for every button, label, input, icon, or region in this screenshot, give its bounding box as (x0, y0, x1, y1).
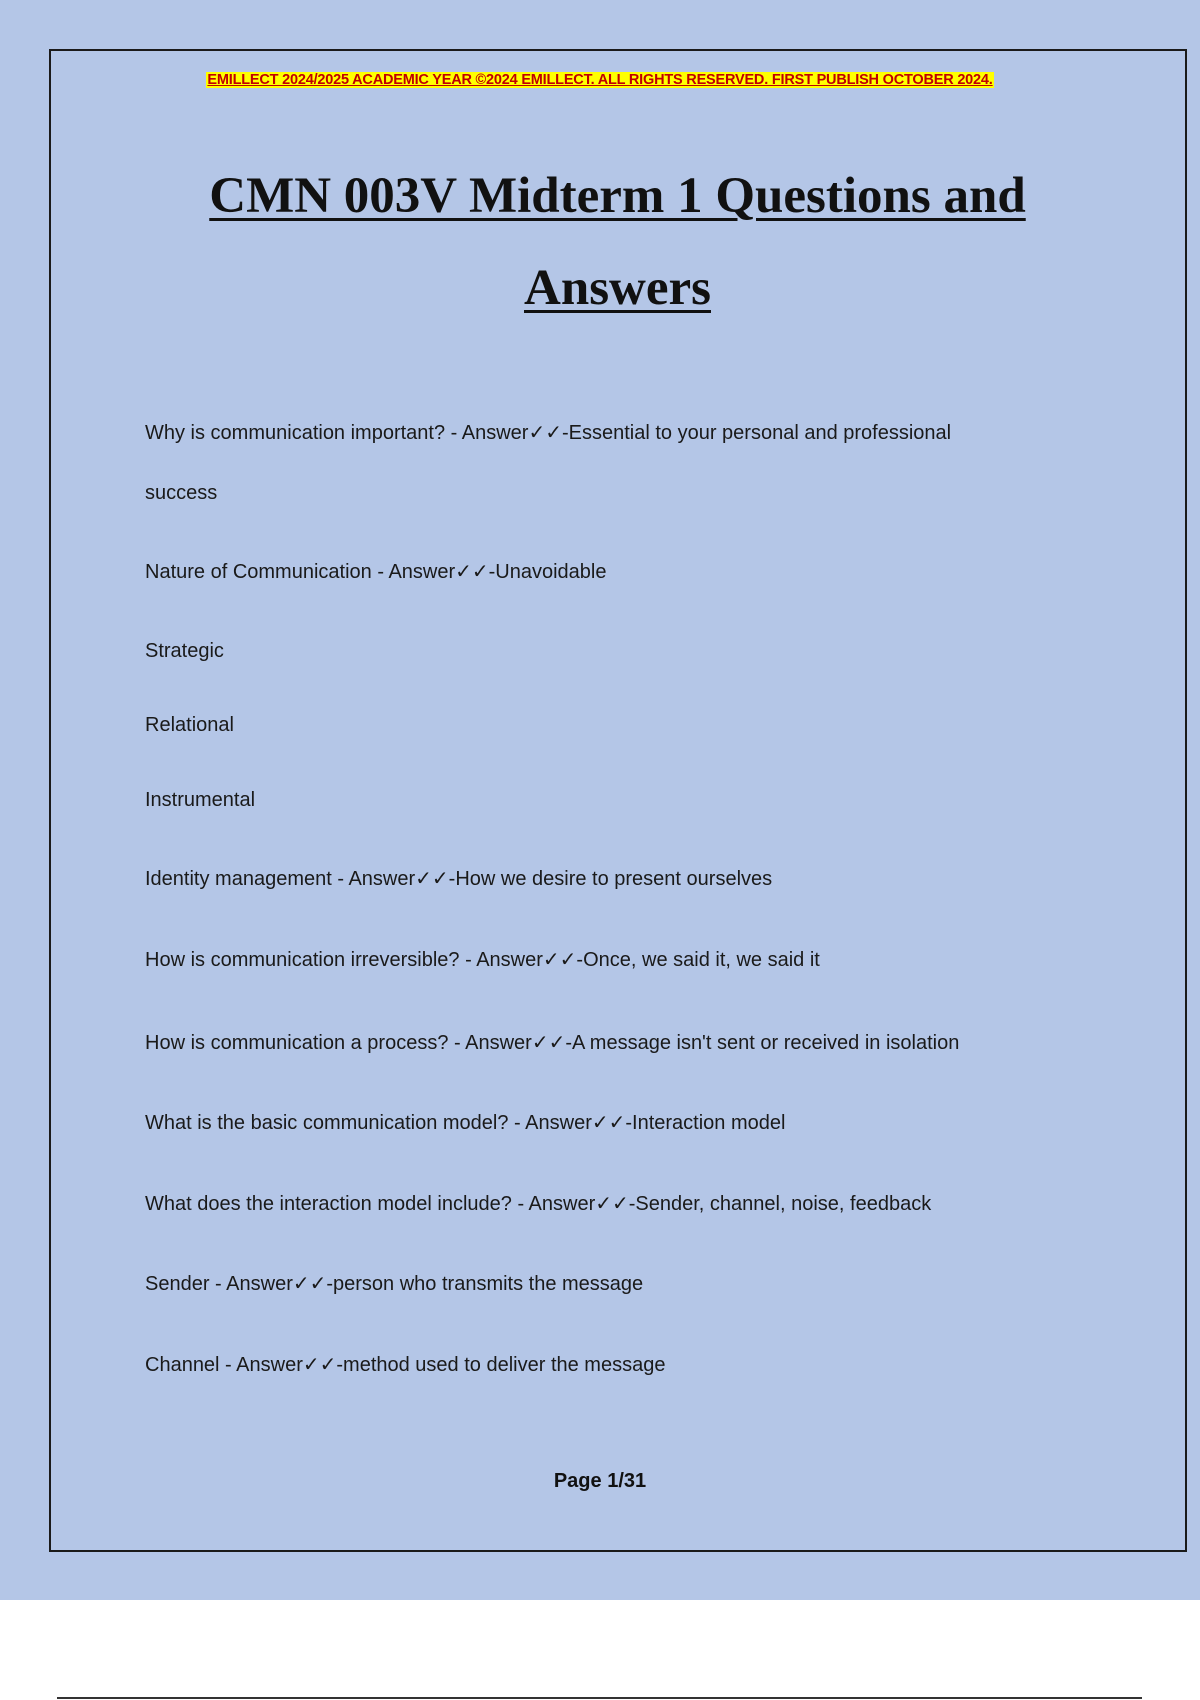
qa-line: How is communication irreversible? - Answer✓✓-Once, we said it, we said it (145, 949, 820, 971)
qa-line: Nature of Communication - Answer✓✓-Unavoidable (145, 561, 607, 583)
qa-line: Why is communication important? - Answer✓✓-Essential to your personal and professional (145, 422, 952, 444)
title-line-1: CMN 003V Midterm 1 Questions and (209, 168, 1026, 224)
document-title (100, 150, 1135, 334)
copyright-banner-text: EMILLECT 2024/2025 ACADEMIC YEAR ©2024 EMILLECT. ALL RIGHTS RESERVED. FIRST PUBLISH OCTOBER 2024. (207, 72, 993, 88)
qa-line: Instrumental (145, 789, 256, 811)
qa-line: What does the interaction model include? - Answer✓✓-Sender, channel, noise, feedback (145, 1193, 932, 1215)
page-number: Page 1/31 (553, 1470, 647, 1492)
qa-line: Channel - Answer✓✓-method used to deliver the message (145, 1354, 666, 1376)
qa-line: How is communication a process? - Answer✓✓-A message isn't sent or received in isolation (145, 1032, 960, 1054)
qa-line: What is the basic communication model? - Answer✓✓-Interaction model (145, 1112, 786, 1134)
copyright-banner (0, 72, 1200, 88)
title-line-2: Answers (524, 260, 711, 316)
qa-line: Relational (145, 714, 234, 736)
qa-line: Sender - Answer✓✓-person who transmits the message (145, 1273, 644, 1295)
qa-line: Identity management - Answer✓✓-How we desire to present ourselves (145, 868, 773, 890)
qa-line: success (145, 482, 218, 504)
bottom-divider (57, 1697, 1142, 1699)
qa-line: Strategic (145, 640, 224, 662)
